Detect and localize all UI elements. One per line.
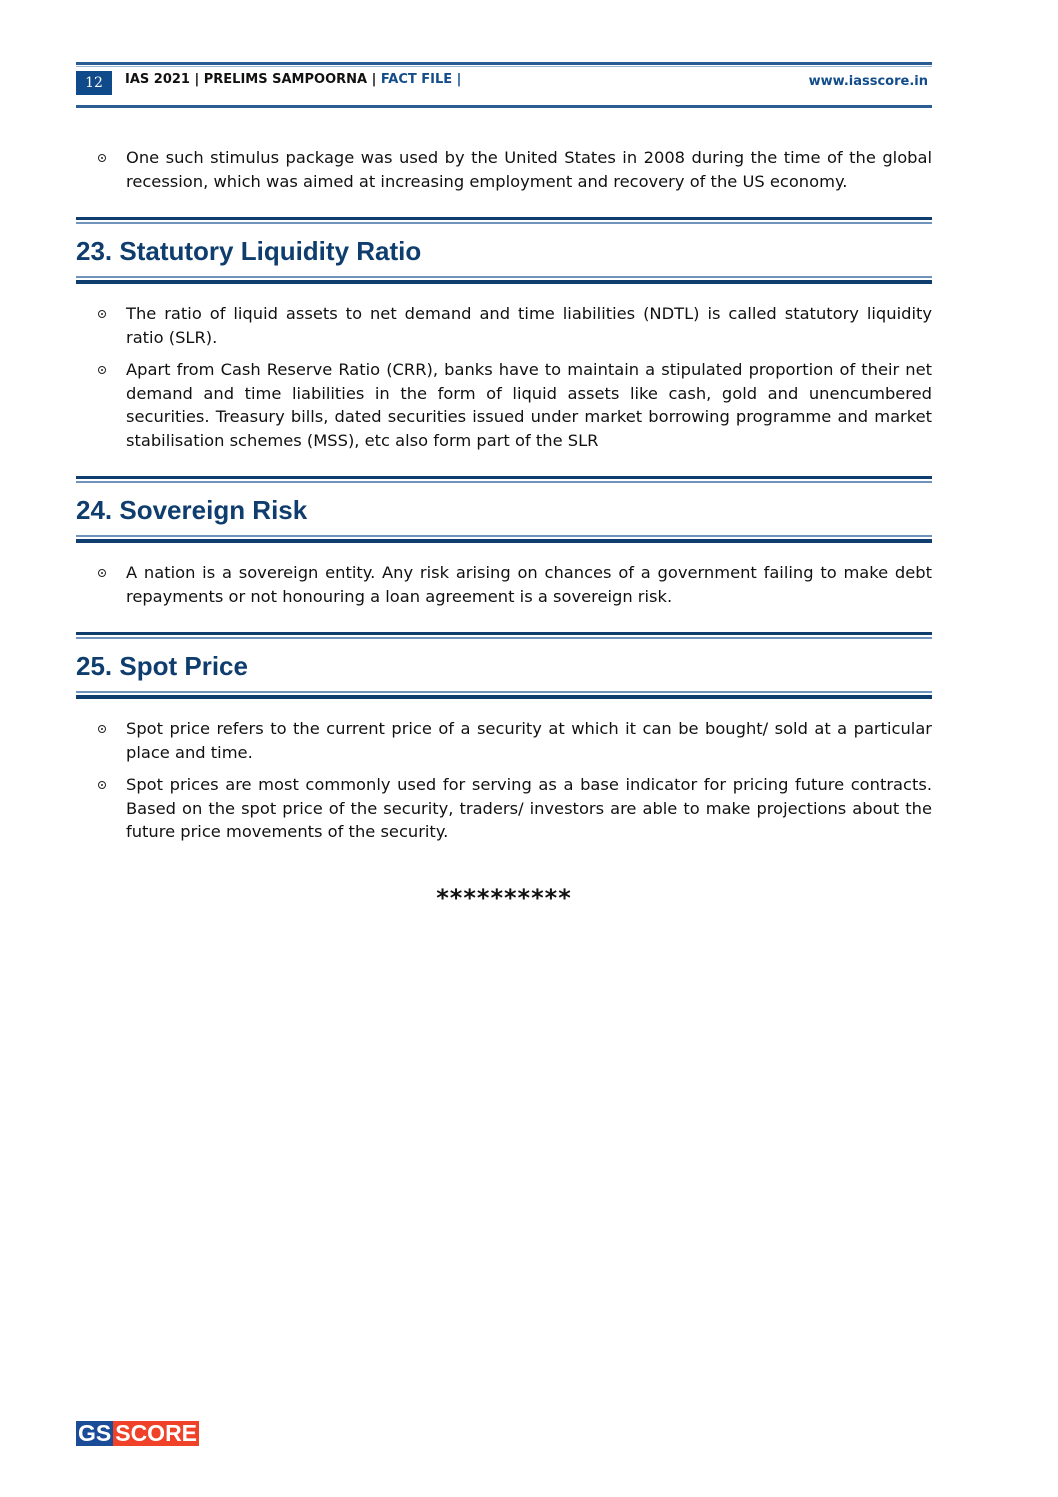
divider: [76, 217, 932, 222]
bullet-icon: [98, 725, 106, 733]
section-25: [76, 632, 932, 844]
bullet-text: Apart from Cash Reserve Ratio (CRR), banks have to maintain a stipulated proportion of their net demand and time liabilities in the form of liquid assets like cash, gold and unencumbered securities. Treasury bills, dated securities issued under market borrowing programme and market stabilisation schemes (MSS), etc also form part of the SLR: [126, 360, 932, 450]
divider: [76, 276, 932, 280]
divider: [76, 535, 932, 539]
list-item: [76, 561, 932, 608]
list-item: [76, 358, 932, 452]
divider: [76, 476, 932, 481]
bullet-icon: [98, 781, 106, 789]
intro-list: [76, 146, 932, 193]
list-item: [76, 146, 932, 193]
section-24: [76, 476, 932, 608]
header-url[interactable]: www.iasscore.in: [808, 74, 928, 89]
list-item: [76, 302, 932, 349]
list-item: [76, 773, 932, 844]
end-marker: **********: [436, 883, 572, 912]
bullet-icon: [98, 310, 106, 318]
bullet-text: Spot prices are most commonly used for serving as a base indicator for pricing future contracts. Based on the spot price of the security, traders/ investors are able to make projections about the future price movements of the security.: [126, 775, 932, 841]
section-heading: 23. Statutory Liquidity Ratio: [76, 236, 422, 266]
logo-gs: GS: [78, 1420, 112, 1446]
page-number: 12: [76, 71, 112, 95]
bullet-text: One such stimulus package was used by the United States in 2008 during the time of the global recession, which was aimed at increasing employment and recovery of the US economy.: [126, 148, 932, 191]
page-header: [76, 62, 932, 108]
logo-score: SCORE: [115, 1420, 198, 1446]
bullet-text: A nation is a sovereign entity. Any risk arising on chances of a government failing to make debt repayments or not honouring a loan agreement is a sovereign risk.: [126, 563, 932, 606]
divider: [76, 632, 932, 637]
section-heading: 24. Sovereign Risk: [76, 495, 308, 525]
section-23: [76, 217, 932, 452]
header-title: [125, 72, 461, 87]
header-book-title: IAS 2021 | PRELIMS SAMPOORNA |: [125, 72, 381, 87]
gsscore-logo: [76, 1421, 199, 1446]
bullet-icon: [98, 366, 106, 374]
header-subtitle: FACT FILE |: [380, 72, 462, 87]
bullet-icon: [98, 569, 106, 577]
section-heading: 25. Spot Price: [76, 651, 248, 681]
list-item: [76, 717, 932, 764]
bullet-text: Spot price refers to the current price of a security at which it can be bought/ sold at a particular place and time.: [126, 719, 932, 762]
bullet-icon: [98, 154, 106, 162]
bullet-text: The ratio of liquid assets to net demand and time liabilities (NDTL) is called statutory liquidity ratio (SLR).: [126, 304, 932, 347]
divider: [76, 691, 932, 695]
content: [76, 146, 932, 912]
